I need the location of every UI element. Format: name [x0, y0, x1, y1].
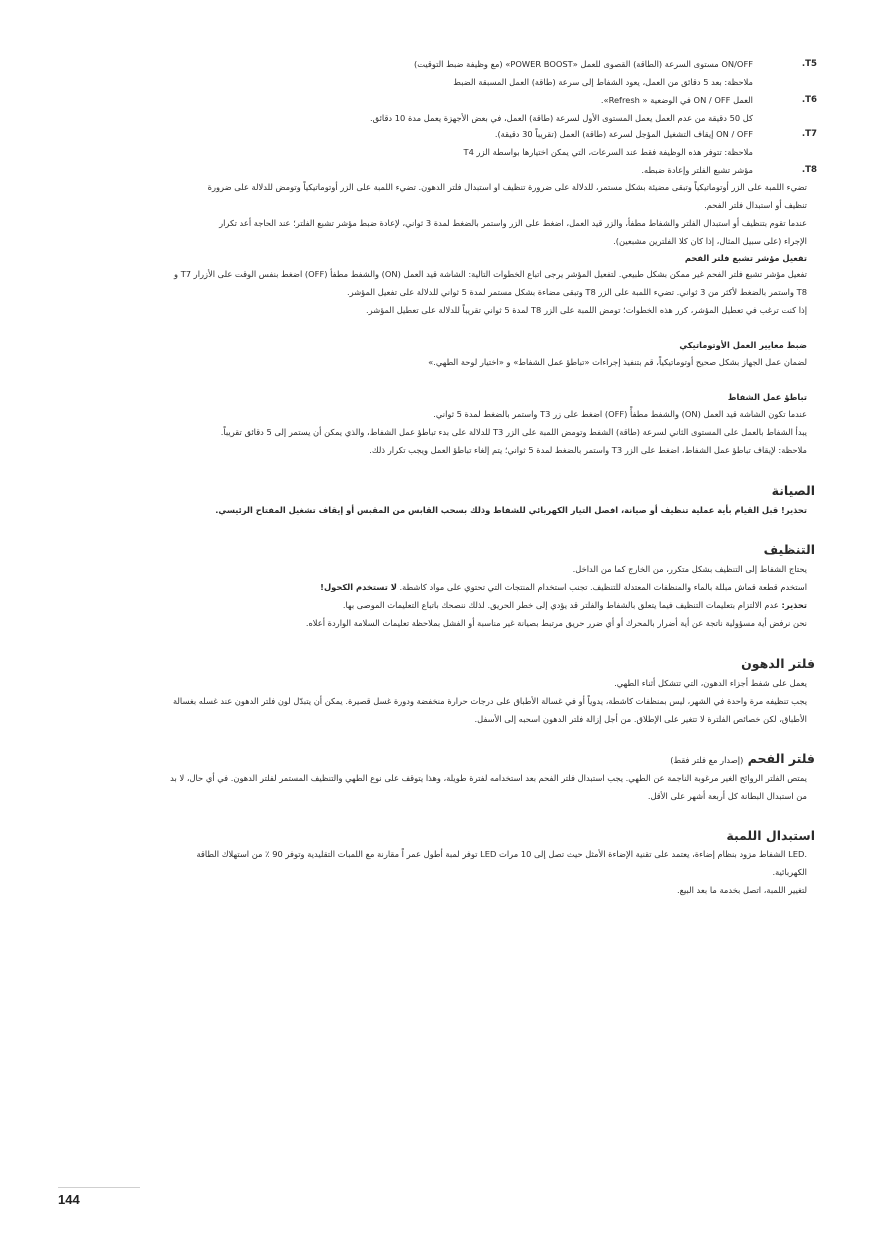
- page-number: 144: [58, 1192, 80, 1207]
- lamp-line: لتغيير اللمبة، اتصل بخدمة ما بعد البيع.: [677, 885, 807, 895]
- cleaning-line: [67, 581, 807, 594]
- grease-filter-heading: فلتر الدهون: [741, 656, 815, 671]
- cleaning-warning-text: عدم الالتزام بتعليمات التنظيف فيما يتعلق بالشفاط والفلتر قد يؤدي إلى خطر الحريق. لذلك ننصحك باتباع التعليمات الموصى بها.: [342, 600, 782, 610]
- item-t5-line-2: ملاحظة: بعد 5 دقائق من العمل، يعود الشفاط إلى سرعة (طاقة) العمل المسبقة الضبط: [453, 77, 753, 87]
- grease-filter-line: يجب تنظيفه مرة واحدة في الشهر، ليس بمنظفات كاشطة، يدوياً أو في غسالة الأطباق على درجات حرارة منخفضة ودورة غسل قصيرة. يمكن أن يتبدّل لون فلتر الدهون عند غسله بغسالة: [172, 696, 807, 706]
- carbon-filter-line: يمتص الفلتر الروائح الغير مرغوبة الناجمة عن الطهي. يجب استبدال فلتر الفحم بعد استخدامه لفترة طويلة، وهذا يتوقف على نوع الطهي والتنظيف المستمر لفلتر الدهون. في أي حال، لا بد: [170, 773, 807, 783]
- auto-settings-line: لضمان عمل الجهاز بشكل صحيح أوتوماتيكياً، قم بتنفيذ إجراءات «تباطؤ عمل الشفاط» و «اختيار لوحة الطهي.»: [428, 357, 807, 367]
- item-t7-line-1: ON / OFF إيقاف التشغيل المؤجل لسرعة (طاقة) العمل (تقريباً 30 دقيقة).: [494, 129, 753, 139]
- grease-filter-line: الأطباق، لكن خصائص الفلترة لا تتغير على الإطلاق. من أجل إزالة فلتر الدهون اسحبه إلى الأسفل.: [474, 714, 807, 724]
- item-id-t8: .T8: [801, 165, 817, 175]
- cleaning-line: [67, 599, 807, 612]
- cleaning-line-text: استخدم قطعة قماش مبللة بالماء والمنظفات المعتدلة للتنظيف. تجنب استخدام المنتجات التي تحتوي على مواد كاشطة.: [396, 582, 807, 592]
- slowdown-line: يبدأ الشفاط بالعمل على المستوى الثاني لسرعة (طاقة) الشفط وتومض اللمبة على الزر T3 للدلالة على بدء تباطؤ عمل الشفاط، والذي يمكن أن يستمر إلى 5 دقائق تقريباً.: [220, 427, 807, 437]
- carbon-filter-title: فلتر الفحم: [747, 751, 815, 766]
- carbon-filter-note: (إصدار مع فلتر فقط): [670, 755, 744, 765]
- slowdown-line: ملاحظة: لإيقاف تباطؤ عمل الشفاط، اضغط على الزر T3 واستمر بالضغط لمدة 5 ثواني؛ يتم إلغاء تباطؤ العمل ويجب تكرار ذلك.: [369, 445, 807, 455]
- item-t6-line-1: العمل ON / OFF في الوضعية « Refresh».: [600, 95, 753, 105]
- carbon-activation-line: T8 واستمر بالضغط لأكثر من 3 ثواني. تضيء اللمبة على الزر T8 وتبقى مضاءة بشكل مستمر لمدة 5 ثواني للدلالة على تفعيل المؤشر.: [346, 287, 807, 297]
- maintenance-heading: الصيانة: [771, 483, 815, 498]
- t8-detail-line: عندما تقوم بتنظيف أو استبدال الفلتر والشفاط مطفأ، والزر قيد العمل، اضغط على الزر واستمر بالضغط لمدة 3 ثواني، لإعادة ضبط مؤشر تشبع الفلتر؛ عند الحاجة أعد تكرار: [219, 218, 807, 228]
- item-id-t7: .T7: [801, 129, 817, 139]
- item-t6-line-2: كل 50 دقيقة من عدم العمل يعمل المستوى الأول لسرعة (طاقة) العمل، في بعض الأجهزة يعمل مدة 10 دقائق.: [370, 113, 753, 123]
- t8-detail-line: تنظيف أو استبدال فلتر الفحم.: [704, 200, 807, 210]
- cleaning-heading: التنظيف: [763, 542, 815, 557]
- t8-detail-line: تضيء اللمبة على الزر أوتوماتيكياً وتبقى مضيئة بشكل مستمر، للدلالة على ضرورة تنظيف او استبدال فلتر الدهون. تضيء اللمبة على الزر أوتوماتيكياً وتومض للدلالة على ضرورة: [207, 182, 807, 192]
- cleaning-warning-label: تحذير:: [781, 600, 807, 610]
- item-id-t5: .T5: [801, 59, 817, 69]
- cleaning-line: يحتاج الشفاط إلى التنظيف بشكل متكرر، من الخارج كما من الداخل.: [572, 564, 807, 574]
- grease-filter-line: يعمل على شفط أجزاء الدهون، التي تتشكل أثناء الطهي.: [614, 678, 807, 688]
- item-id-t6: .T6: [801, 95, 817, 105]
- slowdown-line: عندما تكون الشاشة قيد العمل (ON) والشفط مطفأً (OFF) اضغط على زر T3 واستمر بالضغط لمدة 5 ثواني.: [433, 409, 807, 419]
- carbon-activation-line: تفعيل مؤشر تشبع فلتر الفحم غير ممكن بشكل طبيعي. لتفعيل المؤشر يرجى اتباع الخطوات التالية: الشاشة قيد العمل (ON) والشفط مطفأ (OFF) اضغط بنفس الوقت على الأزرار T7 و: [174, 269, 807, 279]
- maintenance-warning: تحذير! قبل القيام بأية عملية تنظيف أو صيانة، افصل التيار الكهربائي للشفاط وذلك بسحب القابس من المقبس أو إيقاف تشغيل المفتاح الرئيسي.: [215, 505, 807, 515]
- carbon-filter-heading: [55, 751, 815, 768]
- carbon-activation-heading: تفعيل مؤشر تشبع فلتر الفحم: [684, 253, 807, 263]
- auto-settings-heading: ضبط معايير العمل الأوتوماتيكي: [679, 340, 807, 350]
- carbon-filter-line: من استبدال البطانة كل أربعة أشهر على الأقل.: [647, 791, 807, 801]
- cleaning-line: نحن نرفض أية مسؤولية ناتجة عن أية أضرار بالمحرك أو أي ضرر حريق مرتبط بصيانة غير مناسبة أو الفشل بملاحظة تعليمات السلامة الواردة أعلاه.: [305, 618, 807, 628]
- footer-rule: [58, 1187, 140, 1188]
- t8-detail-line: الإجراء (على سبيل المثال، إذا كان كلا الفلترين مشبعين).: [613, 236, 807, 246]
- item-t5-line-1: ON/OFF مستوى السرعة (الطاقة) القصوى للعمل «POWER BOOST» (مع وظيفة ضبط التوقيت): [414, 59, 753, 69]
- no-alcohol-warning: لا تستخدم الكحول!: [320, 582, 397, 592]
- lamp-heading: استبدال اللمبة: [726, 828, 815, 843]
- carbon-activation-line: إذا كنت ترغب في تعطيل المؤشر، كرر هذه الخطوات؛ تومض اللمبة على الزر T8 لمدة 5 ثواني تقريباً للدلالة على تعطيل المؤشر.: [366, 305, 807, 315]
- lamp-line: .LED الشفاط مزود بنظام إضاءة، يعتمد على تقنية الإضاءة الأمثل حيث تصل إلى 10 مرات LED توفر لمبة أطول عمر اً مقارنة مع اللمبات التقليدية وتوفر 90 ٪ من استهلاك الطاقة: [196, 849, 807, 859]
- lamp-line: الكهربائية.: [772, 867, 807, 877]
- item-t8-line-1: مؤشر تشبع الفلتر وإعادة ضبطه.: [641, 165, 753, 175]
- slowdown-heading: تباطؤ عمل الشفاط: [727, 392, 807, 402]
- item-t7-line-2: ملاحظة: تتوفر هذه الوظيفة فقط عند السرعات، التي يمكن اختيارها بواسطة الزر T4: [463, 147, 753, 157]
